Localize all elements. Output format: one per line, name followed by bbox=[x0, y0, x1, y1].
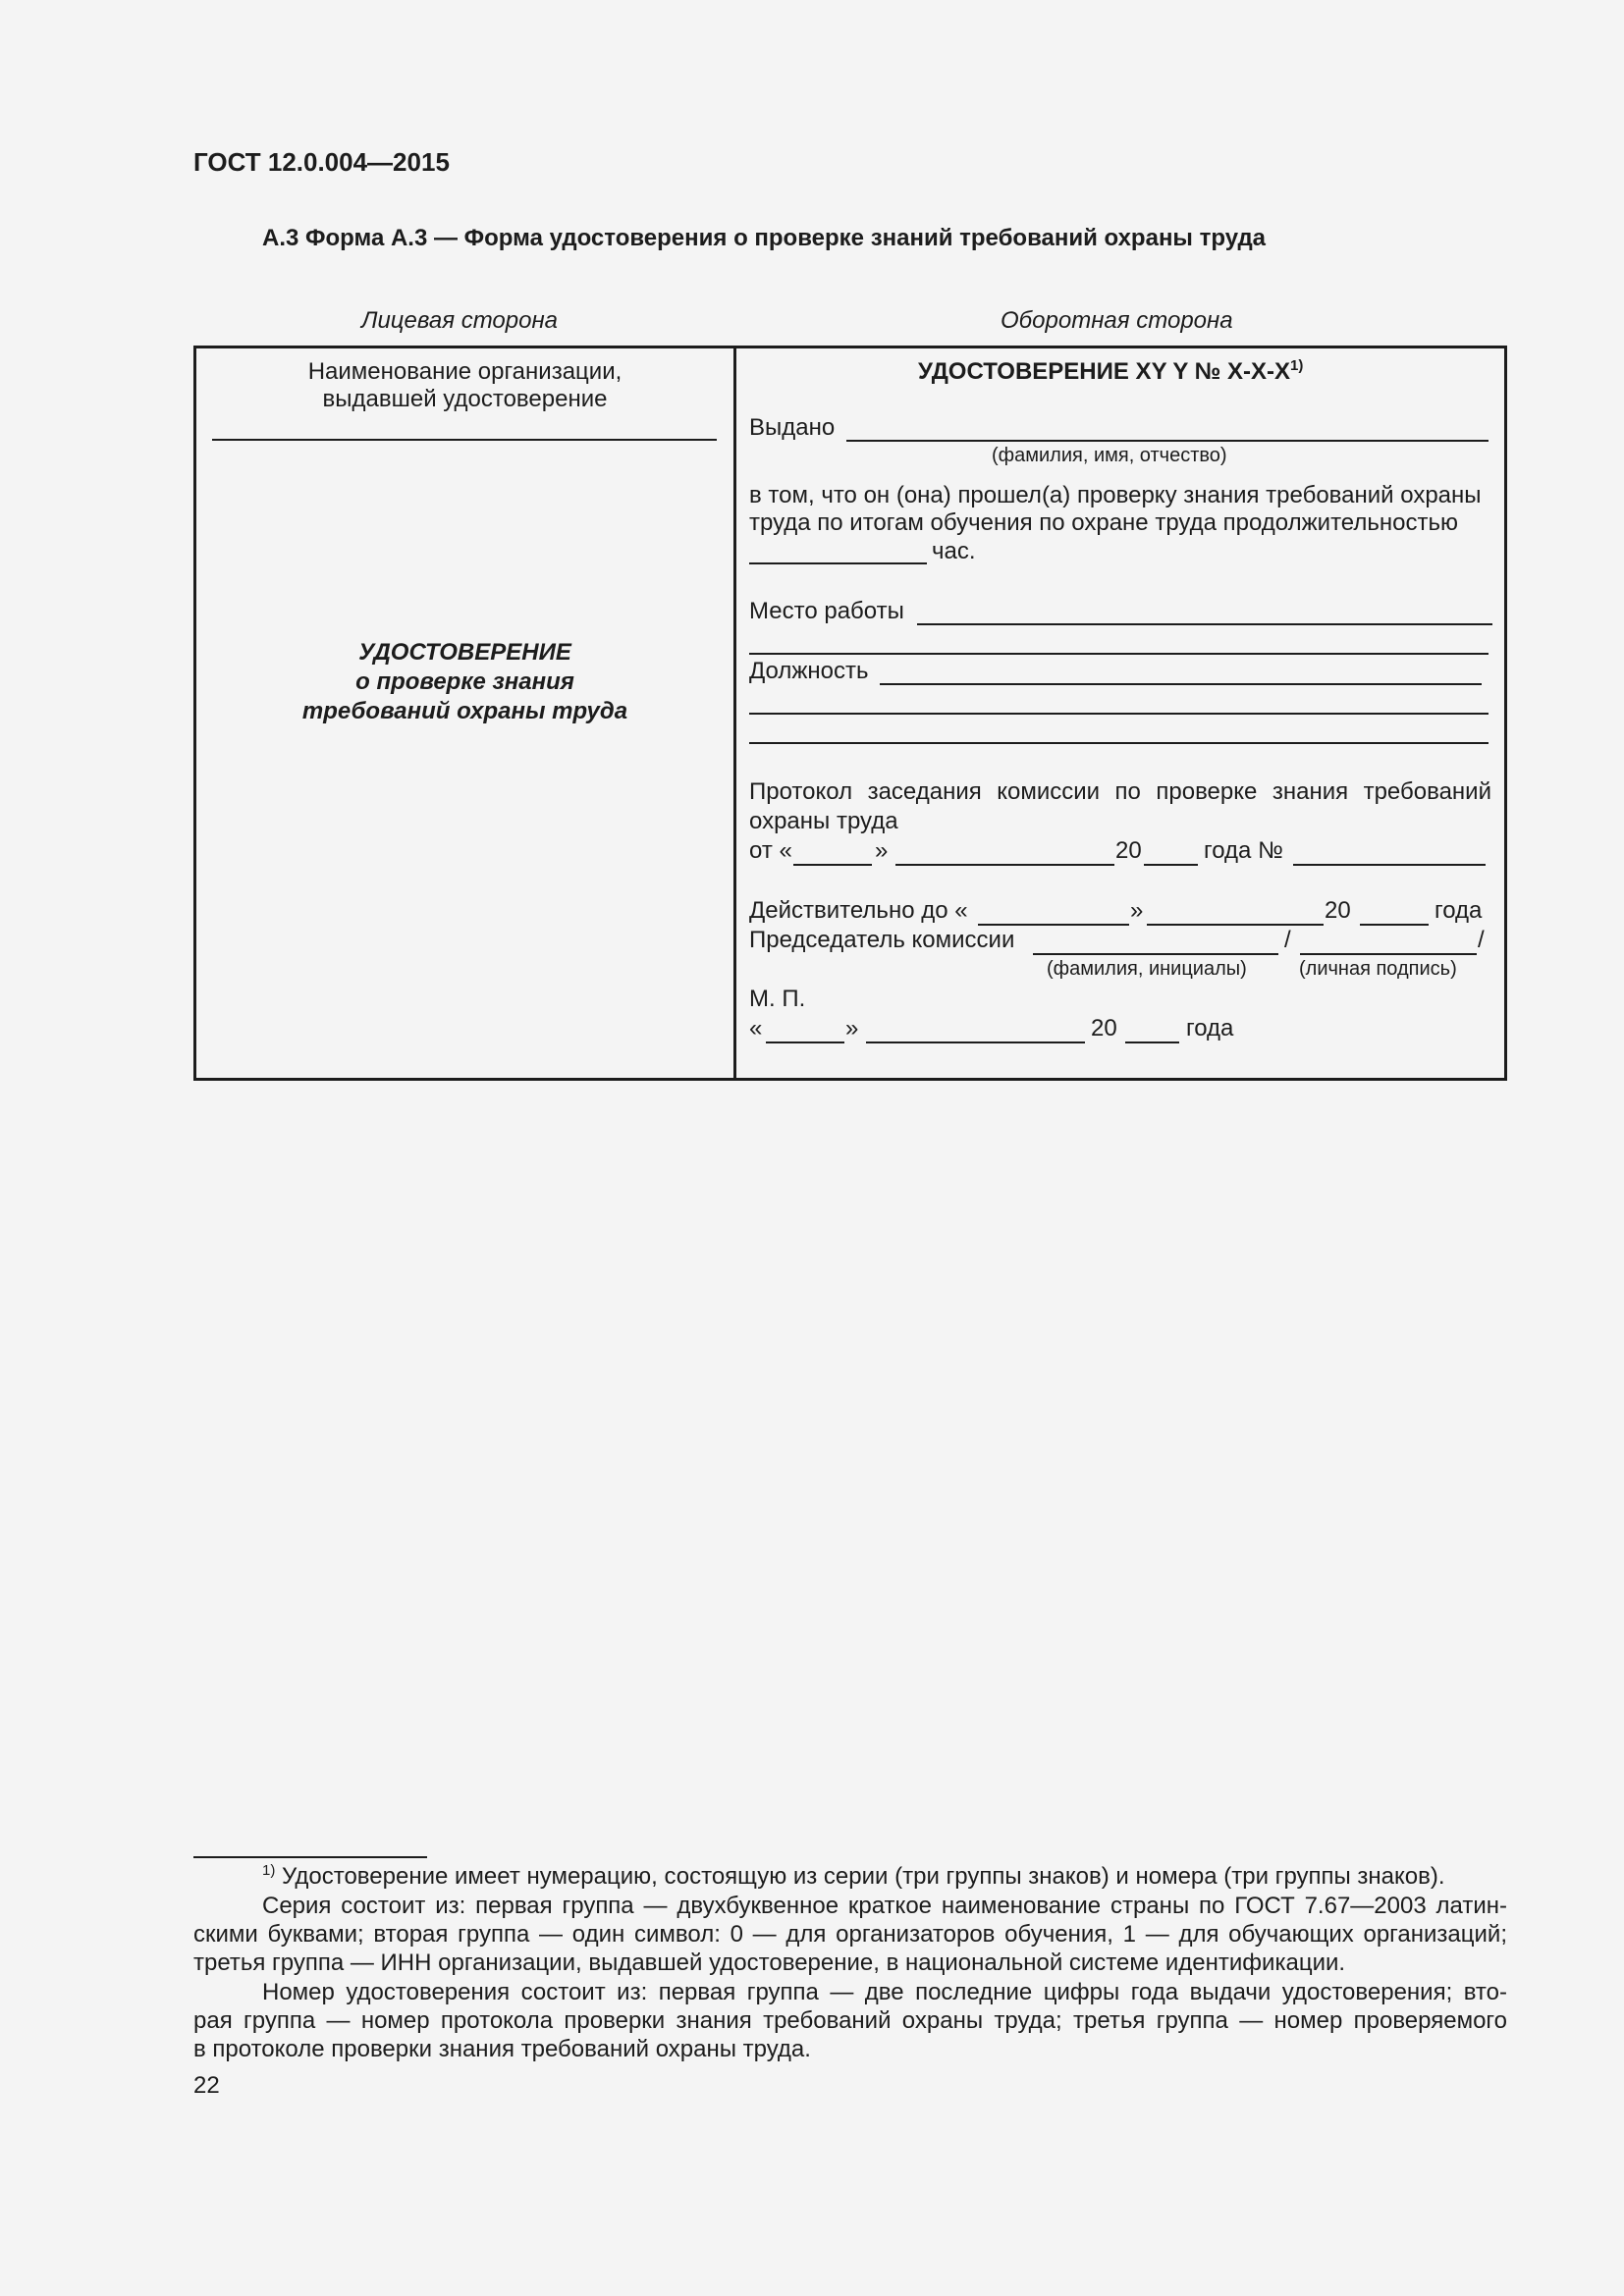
protocol-from-label: от « bbox=[749, 837, 792, 864]
text-line2: труда по итогам обучения по охране труда продолжительностью bbox=[749, 509, 1458, 536]
footnote-number: 1) bbox=[262, 1862, 276, 1879]
protocol-year-line bbox=[1144, 864, 1198, 866]
front-side-caption: Лицевая сторона bbox=[361, 307, 559, 334]
chairman-label: Председатель комиссии bbox=[749, 927, 1015, 953]
position-line-3 bbox=[749, 742, 1489, 744]
stamp-label: М. П. bbox=[749, 986, 806, 1012]
position-line bbox=[880, 683, 1482, 685]
footnote-p2-line3: третья группа — ИНН организации, выдавшей удостоверение, в национальной системе идентификации. bbox=[193, 1949, 1346, 1976]
footnote-p2-line2: скими буквами; вторая группа — один символ: 0 — для организаторов обучения, 1 — для обучающих организаций; bbox=[193, 1921, 1507, 1948]
valid-year-line bbox=[1360, 924, 1429, 926]
section-title: А.3 Форма А.3 — Форма удостоверения о проверке знаний требований охраны труда bbox=[262, 225, 1267, 251]
workplace-label: Место работы bbox=[749, 598, 904, 624]
valid-quote-close: » bbox=[1130, 897, 1144, 924]
workplace-line bbox=[917, 623, 1492, 625]
date-open-quote: « bbox=[749, 1015, 763, 1041]
back-title bbox=[918, 357, 1303, 386]
org-name-label-line2: выдавшей удостоверение bbox=[322, 386, 608, 412]
org-name-line bbox=[212, 439, 717, 441]
protocol-quote-close: » bbox=[875, 837, 889, 864]
protocol-line2: охраны труда bbox=[749, 808, 898, 834]
org-name-label-line1: Наименование организации, bbox=[307, 358, 623, 385]
protocol-day-line bbox=[793, 864, 872, 866]
document-code: ГОСТ 12.0.004—2015 bbox=[193, 147, 450, 177]
date-year-prefix: 20 bbox=[1091, 1015, 1117, 1041]
date-year-line bbox=[1125, 1041, 1179, 1043]
page-number: 22 bbox=[193, 2072, 220, 2099]
footnote-p1 bbox=[262, 1862, 1445, 1891]
position-line-2 bbox=[749, 713, 1489, 715]
footnote-p1-text: Удостоверение имеет нумерацию, состоящую из серии (три группы знаков) и номера (три группы знаков). bbox=[282, 1863, 1445, 1890]
footnote-p2-line1: Серия состоит из: первая группа — двухбуквенное краткое наименование страны по ГОСТ 7.67—2003 латин- bbox=[262, 1893, 1507, 1919]
back-side-caption: Оборотная сторона bbox=[1001, 307, 1233, 334]
protocol-number-label: года № bbox=[1204, 837, 1283, 864]
back-title-text: УДОСТОВЕРЕНИЕ XY Y № X-X-X bbox=[918, 358, 1291, 385]
protocol-line1: Протокол заседания комиссии по проверке знания требований bbox=[749, 778, 1491, 805]
footnote-p3-line1: Номер удостоверения состоит из: первая группа — две последние цифры года выдачи удостоверения; вто- bbox=[262, 1979, 1507, 2005]
date-month-line bbox=[866, 1041, 1085, 1043]
position-label: Должность bbox=[749, 658, 869, 684]
front-title-line1: УДОСТОВЕРЕНИЕ bbox=[358, 639, 571, 666]
text-line1: в том, что он (она) прошел(а) проверку знания требований охраны bbox=[749, 482, 1482, 508]
chairman-hint-name: (фамилия, инициалы) bbox=[1047, 958, 1247, 980]
workplace-line-2 bbox=[749, 653, 1489, 655]
protocol-year-prefix: 20 bbox=[1115, 837, 1142, 864]
form-divider bbox=[733, 346, 736, 1081]
protocol-month-line bbox=[895, 864, 1114, 866]
valid-month-line bbox=[1147, 924, 1324, 926]
valid-until-label: Действительно до « bbox=[749, 897, 968, 924]
valid-year-prefix: 20 bbox=[1325, 897, 1351, 924]
issued-label: Выдано bbox=[749, 414, 836, 441]
date-year-word: года bbox=[1186, 1015, 1234, 1041]
footnote-rule bbox=[193, 1856, 427, 1858]
date-day-line bbox=[766, 1041, 844, 1043]
chairman-hint-sign: (личная подпись) bbox=[1299, 958, 1457, 980]
chairman-slash-2: / bbox=[1478, 927, 1485, 953]
issued-hint: (фамилия, имя, отчество) bbox=[992, 445, 1227, 466]
hours-line bbox=[749, 562, 927, 564]
footnote-mark: 1) bbox=[1290, 357, 1304, 374]
protocol-number-line bbox=[1293, 864, 1486, 866]
footnote-p3-line2: рая группа — номер протокола проверки знания требований охраны труда; третья группа — номер проверяемого bbox=[193, 2007, 1507, 2034]
hours-label: час. bbox=[932, 538, 976, 564]
front-title-line3: требований охраны труда bbox=[301, 698, 628, 724]
chairman-slash-1: / bbox=[1284, 927, 1291, 953]
valid-year-word: года bbox=[1435, 897, 1483, 924]
front-title-line2: о проверке знания bbox=[355, 668, 574, 695]
date-close-quote: » bbox=[845, 1015, 859, 1041]
footnote-p3-line3: в протоколе проверки знания требований охраны труда. bbox=[193, 2036, 811, 2062]
